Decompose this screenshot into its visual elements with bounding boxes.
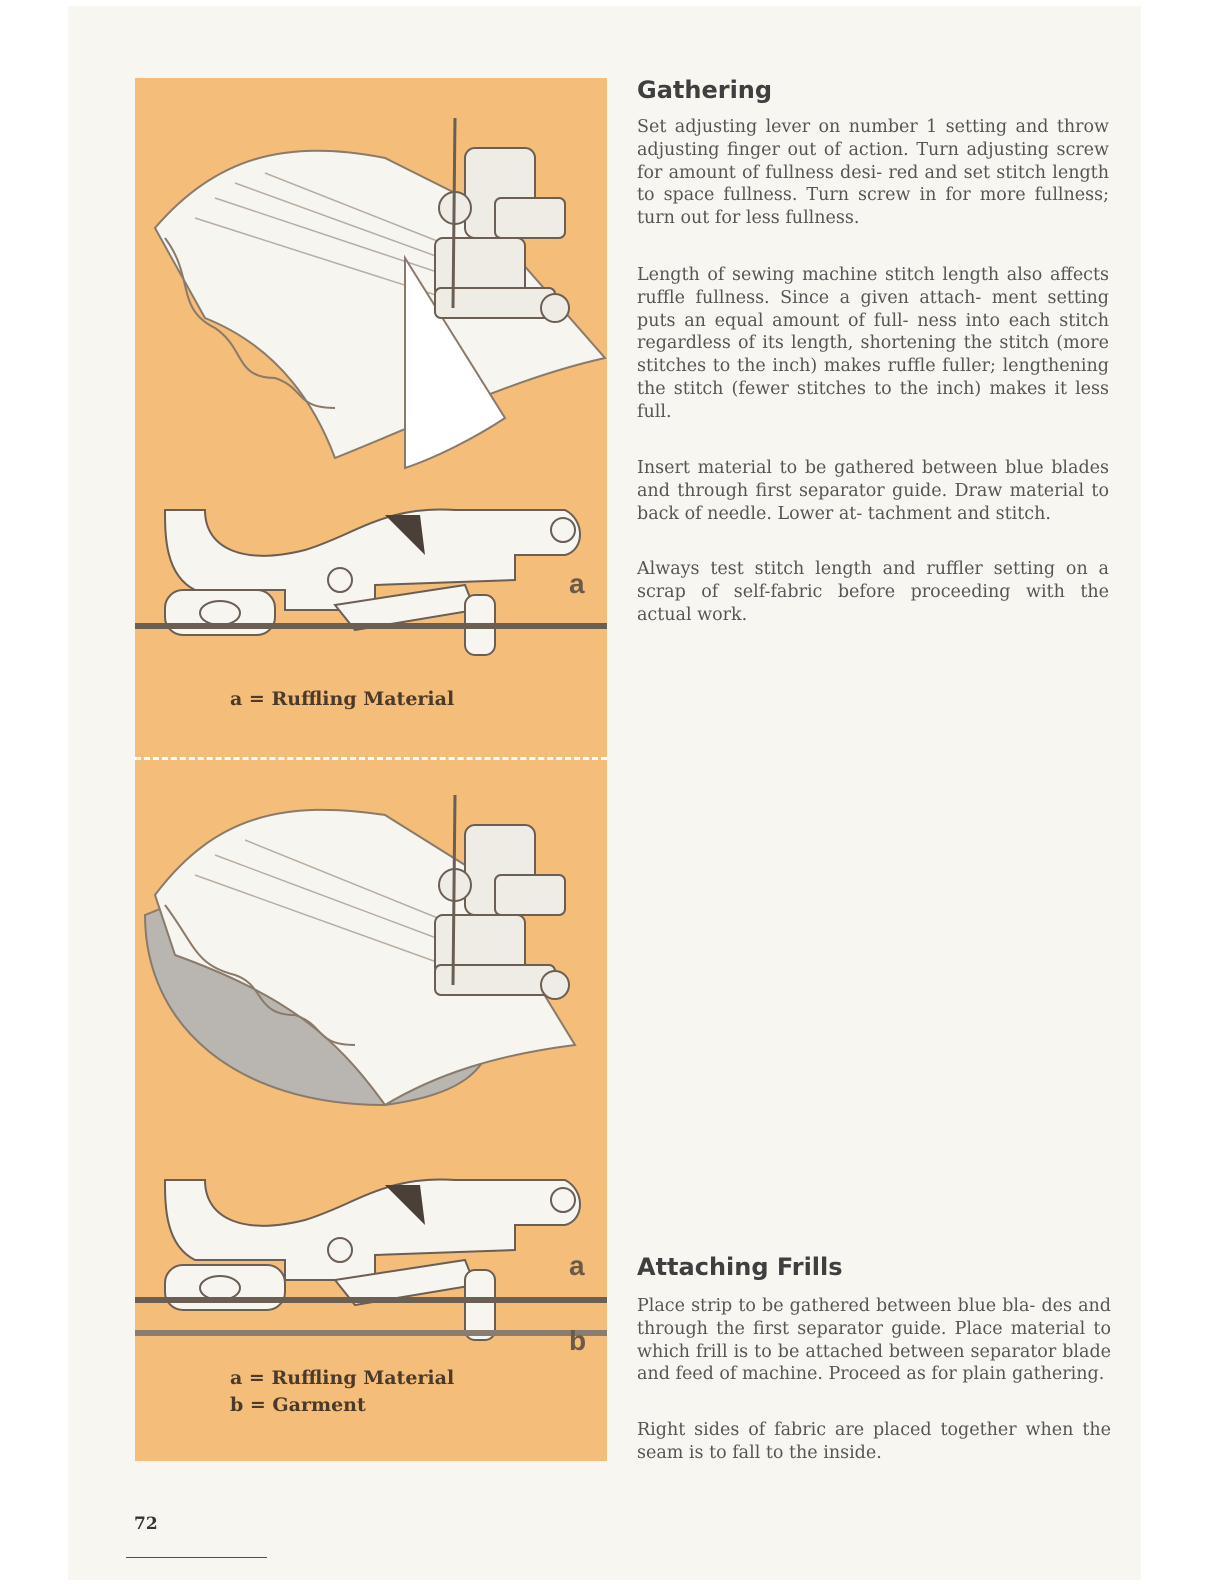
ruffler-gathering-illustration	[135, 78, 607, 478]
gathering-paragraph-4: Always test stitch length and ruffler setting on a scrap of self-fabric before proceeding with the actual work.	[637, 559, 1109, 625]
callout-a-bottom: a	[569, 1250, 585, 1281]
figure-divider	[135, 757, 607, 760]
ruffler-side-view-ab	[135, 1165, 607, 1355]
attaching-frills-paragraph-1: Place strip to be gathered between blue bla- des and through the first separator guide. Place material to which frill is to be attached between separator blade and feed of machine. Proceed as for plain gathering.	[637, 1296, 1111, 1385]
ruffler-side-view-a	[135, 495, 607, 665]
gathering-paragraph-3: Insert material to be gathered between blue blades and through first separator guide. Draw material to back of needle. Lower at- tachment and stitch.	[637, 458, 1109, 524]
callout-b-bottom: b	[569, 1325, 587, 1356]
caption-top: a = Ruffling Material	[230, 688, 455, 710]
page-number: 72	[134, 1514, 158, 1534]
caption-bottom-b: b = Garment	[230, 1394, 366, 1416]
caption-bottom-a: a = Ruffling Material	[230, 1367, 455, 1389]
gathering-paragraph-2: Length of sewing machine stitch length also affects ruffle fullness. Since a given attach- ment setting puts an equal amount of full- ness into each stitch regardless of its length, shortening the stitch (more stitches to the inch) makes ruffle fuller; lengthening the stitch (fewer stitches to the inch) makes it less full.	[637, 265, 1109, 422]
footer-rule	[126, 1557, 267, 1558]
attaching-frills-paragraph-2: Right sides of fabric are placed together when the seam is to fall to the inside.	[637, 1420, 1111, 1463]
gathering-heading: Gathering	[637, 76, 773, 104]
frill-attaching-illustration	[135, 775, 607, 1115]
callout-a-top: a	[569, 568, 585, 599]
attaching-frills-heading: Attaching Frills	[637, 1253, 843, 1281]
gathering-paragraph-1: Set adjusting lever on number 1 setting and throw adjusting finger out of action. Turn adjusting screw for amount of fullness desi- red and set stitch length to space fullness. Turn screw in for more fullness; turn out for less fullness.	[637, 117, 1109, 229]
